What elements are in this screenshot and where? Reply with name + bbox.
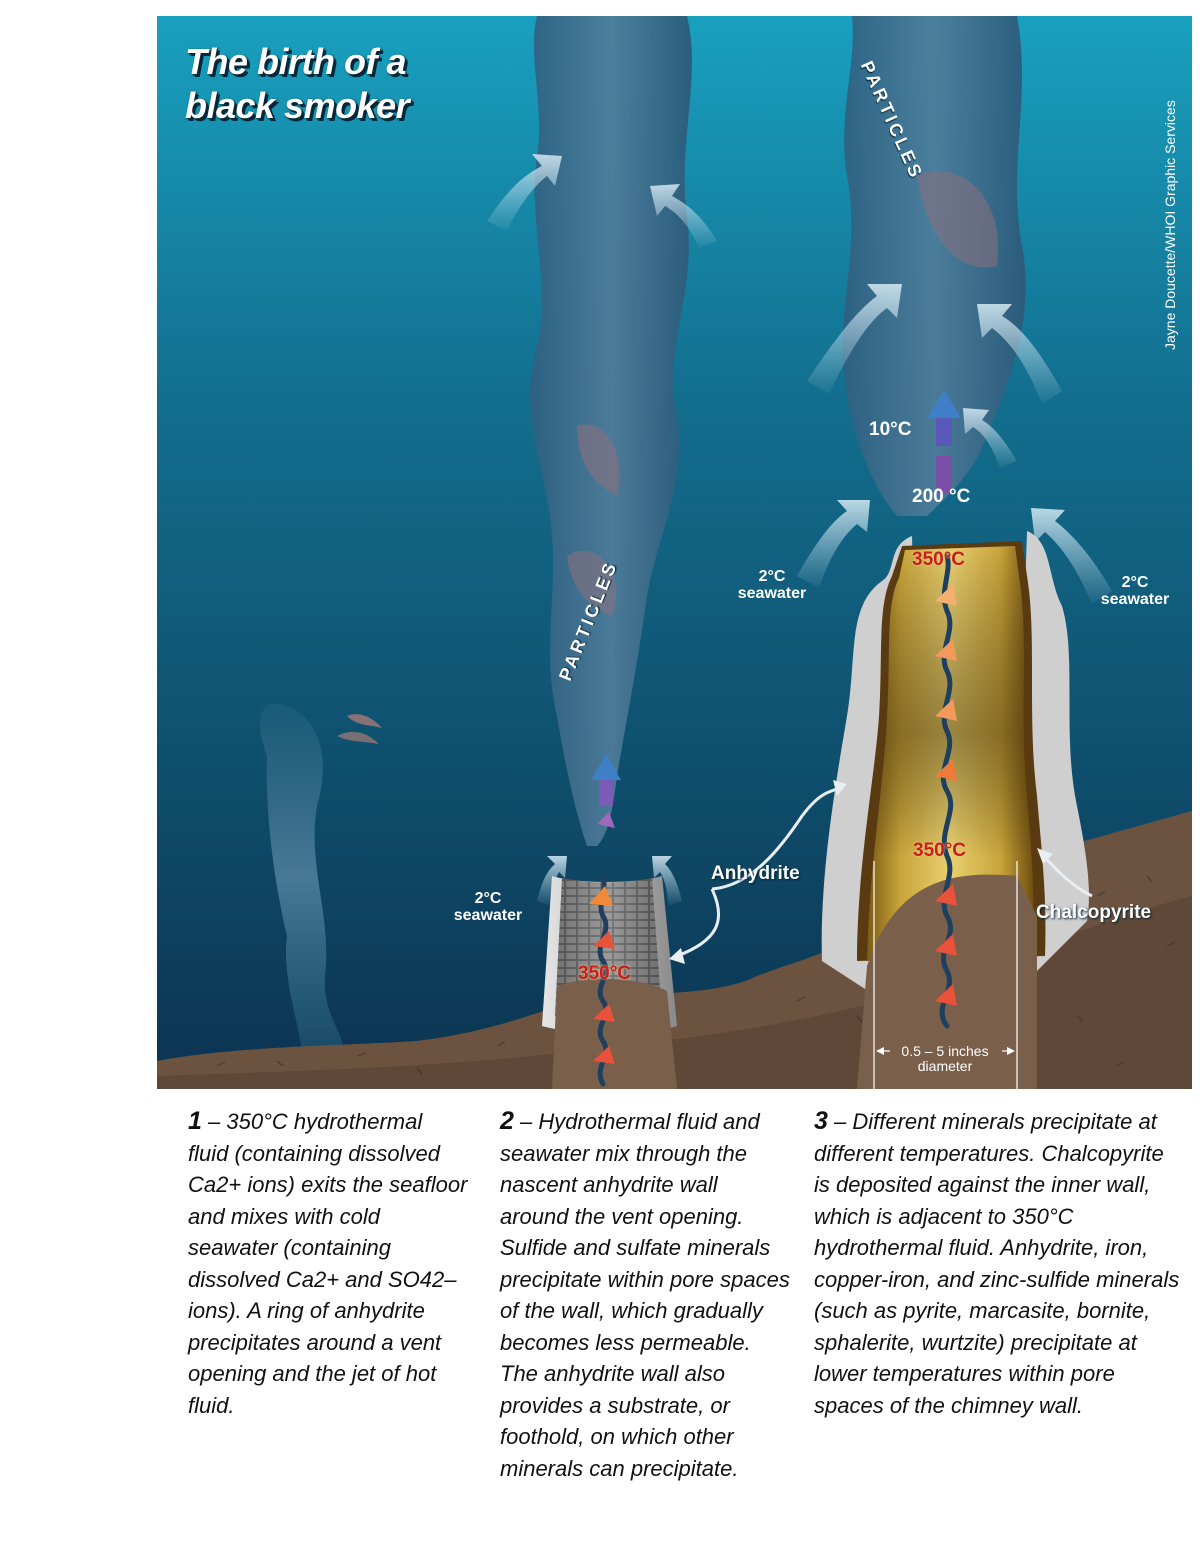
temp-label-200: 200 °C bbox=[912, 486, 971, 507]
caption-number: 3 bbox=[814, 1107, 828, 1135]
temp-label-stage3-bottom: 350°C bbox=[913, 840, 967, 861]
caption-stage-3 bbox=[814, 1106, 1184, 1421]
particles-label-stage2: PARTICLES bbox=[555, 557, 622, 684]
page-title bbox=[185, 40, 409, 128]
caption-text: – 350°C hydrothermal fluid (containing dissolved Ca2+ ions) exits the seafloor and mixes with cold seawater (containing dissolved Ca2+ and SO42– ions). A ring of anhydrite precipitates around a vent opening and the jet of hot fluid. bbox=[188, 1109, 468, 1418]
caption-text: – Hydrothermal fluid and seawater mix through the nascent anhydrite wall around the vent opening. Sulfide and sulfate minerals precipitate within pore spaces of the wall, which gradually becomes less permeable. The anhydrite wall also provides a substrate, or foothold, on which other minerals can precipitate. bbox=[500, 1109, 790, 1481]
seawater-temp: 2°C bbox=[474, 890, 502, 907]
title-line-2: black smoker bbox=[185, 85, 410, 126]
seawater-label-stage3-right bbox=[1085, 574, 1185, 608]
particles-label-stage3: PARTICLES bbox=[856, 58, 927, 183]
seawater-label-stage3-left bbox=[722, 568, 822, 602]
caption-number: 2 bbox=[500, 1107, 514, 1135]
temp-label-10: 10°C bbox=[869, 419, 912, 440]
seawater-label-stage2 bbox=[438, 890, 538, 924]
anhydrite-label: Anhydrite bbox=[711, 863, 800, 884]
temp-label-stage3-top: 350°C bbox=[912, 549, 966, 570]
diameter-line-1: 0.5 – 5 inches bbox=[901, 1043, 989, 1059]
seawater-word: seawater bbox=[1100, 591, 1170, 608]
temp-label-stage2: 350°C bbox=[578, 963, 632, 984]
title-line-1: The birth of a bbox=[185, 41, 406, 82]
seawater-temp: 2°C bbox=[1121, 574, 1149, 591]
caption-number: 1 bbox=[188, 1107, 202, 1135]
chalcopyrite-label: Chalcopyrite bbox=[1036, 902, 1152, 923]
seawater-word: seawater bbox=[737, 585, 807, 602]
caption-stage-1 bbox=[188, 1106, 468, 1421]
diameter-line-2: diameter bbox=[917, 1058, 973, 1074]
caption-text: – Different minerals precipitate at different temperatures. Chalcopyrite is deposited against the inner wall, which is adjacent to 350°C hydrothermal fluid. Anhydrite, iron, copper-iron, and zinc-sulfide minerals (such as pyrite, marcasite, bornite, sphalerite, wurtzite) precipitate at lower temperatures within pore spaces of the chimney wall. bbox=[814, 1109, 1180, 1418]
seawater-temp: 2°C bbox=[758, 568, 786, 585]
black-smoker-illustration bbox=[157, 16, 1192, 1089]
seawater-word: seawater bbox=[453, 907, 523, 924]
diameter-label bbox=[890, 1044, 1000, 1074]
image-credit: Jayne Doucette/WHOI Graphic Services bbox=[1162, 100, 1178, 350]
caption-stage-2 bbox=[500, 1106, 790, 1484]
